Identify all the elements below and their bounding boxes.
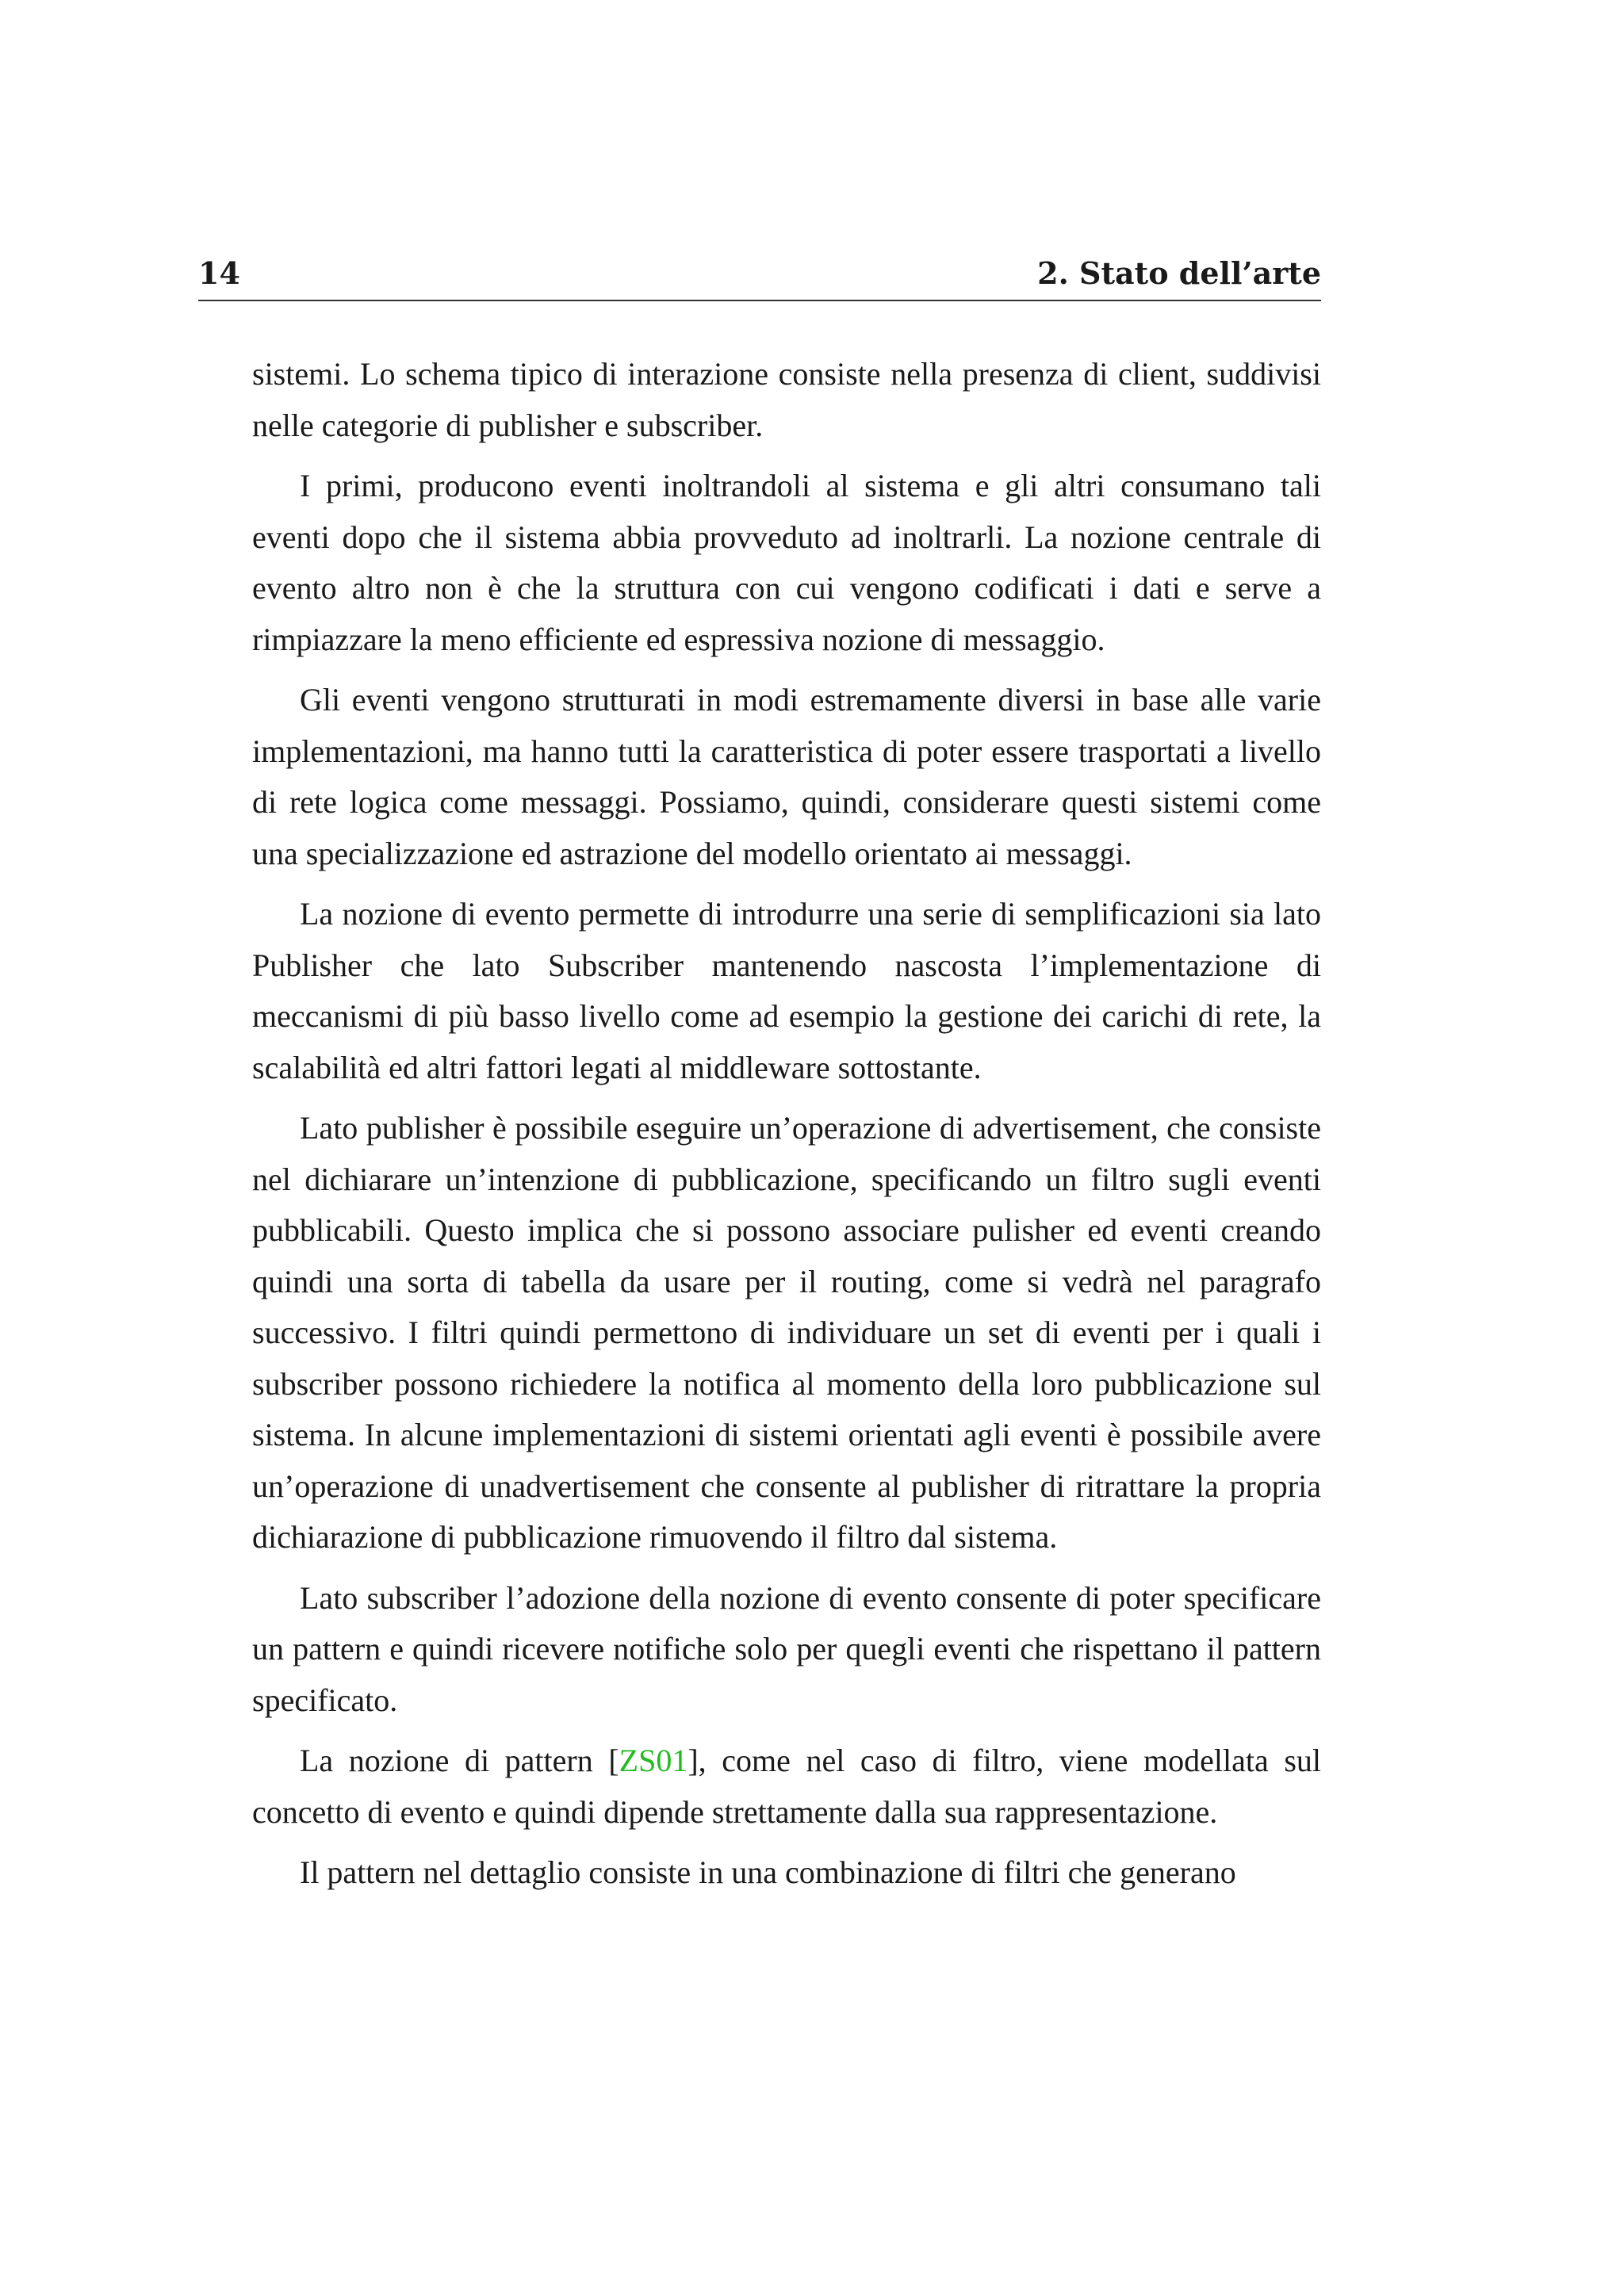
body-text	[252, 349, 1321, 1908]
paragraph-text: ], come nel caso di filtro, viene modellata sul concetto di evento e quindi dipende strettamente dalla sua rappresentazione.	[252, 1743, 1321, 1830]
paragraph	[252, 1735, 1321, 1838]
paragraph: Gli eventi vengono strutturati in modi estremamente diversi in base alle varie implementazioni, ma hanno tutti la caratteristica di poter essere trasportati a livello di rete logica come messaggi. Possiamo, quindi, considerare questi sistemi come una specializzazione ed astrazione del modello orientato ai messaggi.	[252, 682, 1321, 871]
chapter-title: 2. Stato dell’arte	[1037, 255, 1321, 291]
paragraph-text: La nozione di pattern [	[300, 1743, 619, 1778]
paragraph: I primi, producono eventi inoltrandoli al sistema e gli altri consumano tali eventi dopo che il sistema abbia provveduto ad inoltrarli. La nozione centrale di evento altro non è che la struttura con cui vengono codificati i dati e serve a rimpiazzare la meno efficiente ed espressiva nozione di messaggio.	[252, 468, 1321, 657]
paragraph: Lato subscriber l’adozione della nozione di evento consente di poter specificare un pattern e quindi ricevere notifiche solo per quegli eventi che rispettano il pattern specificato.	[252, 1579, 1321, 1718]
running-header	[198, 252, 1321, 301]
paragraph: Lato publisher è possibile eseguire un’operazione di advertisement, che consiste nel dichiarare un’intenzione di pubblicazione, specificando un filtro sugli eventi pubblicabili. Questo implica che si possono associare pulisher ed eventi creando quindi una sorta di tabella da usare per il routing, come si vedrà nel paragrafo successivo. I filtri quindi permettono di individuare un set di eventi per i quali i subscriber possono richiedere la notifica al momento della loro pubblicazione sul sistema. In alcune implementazioni di sistemi orientati agli eventi è possibile avere un’operazione di unadvertisement che consente al publisher di ritrattare la propria dichiarazione di pubblicazione rimuovendo il filtro dal sistema.	[252, 1110, 1321, 1555]
page-number: 14	[198, 255, 240, 291]
citation-link[interactable]: ZS01	[619, 1743, 688, 1778]
paragraph: La nozione di evento permette di introdurre una serie di semplificazioni sia lato Publisher che lato Subscriber mantenendo nascosta l’implementazione di meccanismi di più basso livello come ad esempio la gestione dei carichi di rete, la scalabilità ed altri fattori legati al middleware sottostante.	[252, 896, 1321, 1085]
paragraph: Il pattern nel dettaglio consiste in una combinazione di filtri che generano	[300, 1854, 1236, 1890]
paragraph: sistemi. Lo schema tipico di interazione consiste nella presenza di client, suddivisi nelle categorie di publisher e subscriber.	[252, 356, 1321, 443]
